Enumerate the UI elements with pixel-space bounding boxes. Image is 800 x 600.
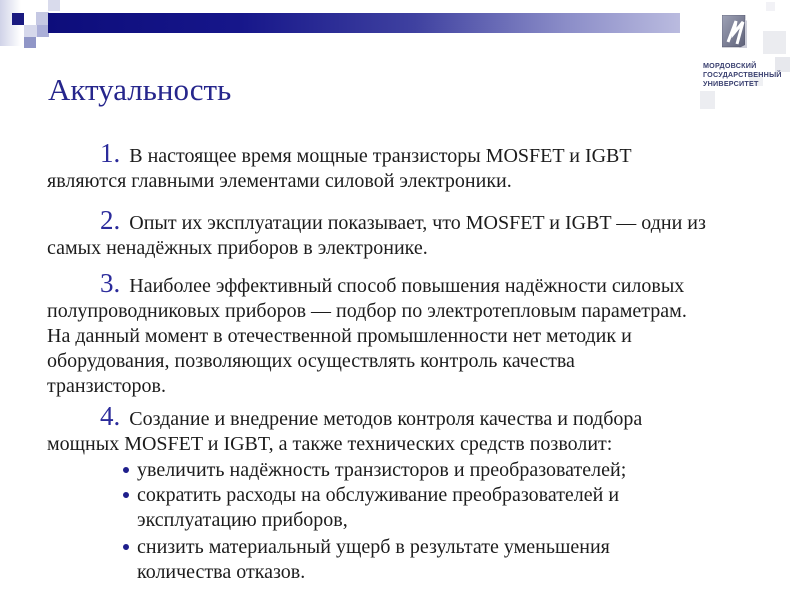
paragraph-number: 3.: [100, 268, 121, 298]
paragraph-line: транзисторов.: [47, 375, 166, 397]
decorative-square: [763, 31, 786, 54]
paragraph-2: [47, 205, 747, 261]
bullet-list: [123, 458, 747, 585]
university-name-line: УНИВЕРСИТЕТ: [703, 79, 759, 88]
bullet-icon: [123, 492, 129, 498]
decorative-square: [24, 25, 37, 37]
paragraph-text: Наиболее эффективный способ повышения надёжности силовых: [129, 275, 685, 297]
paragraph-line: [47, 138, 747, 169]
bullet-line: увеличить надёжность транзисторов и преобразователей;: [137, 459, 627, 481]
paragraph-line: На данный момент в отечественной промышленности нет методик и: [47, 325, 632, 347]
paragraph-line: [47, 268, 747, 299]
paragraph-number: 2.: [100, 205, 121, 235]
paragraph-text: Опыт их эксплуатации показывает, что MOSFET и IGBT — одни из: [129, 212, 706, 234]
bullet-line: снизить материальный ущерб в результате уменьшения: [137, 536, 610, 558]
decorative-square: [766, 2, 775, 11]
bullet-icon: [123, 544, 129, 550]
decorative-square: [24, 37, 36, 48]
paragraph-line: полупроводниковых приборов — подбор по электротепловым параметрам.: [47, 300, 687, 322]
paragraph-line: оборудования, позволяющих осуществлять контроль качества: [47, 350, 575, 372]
paragraph-number: 1.: [100, 138, 121, 168]
bullet-icon: [123, 467, 129, 473]
bullet-item: [123, 458, 747, 483]
bullet-line: эксплуатацию приборов,: [137, 509, 348, 531]
paragraph-text: В настоящее время мощные транзисторы MOSFET и IGBT: [129, 145, 632, 167]
paragraph-line: самых ненадёжных приборов в электронике.: [47, 237, 428, 259]
slide-title: Актуальность: [48, 72, 232, 107]
university-name-line: МОРДОВСКИЙ: [703, 61, 757, 70]
paragraph-text: Создание и внедрение методов контроля качества и подбора: [129, 408, 643, 430]
paragraph-number: 4.: [100, 401, 121, 431]
decorative-square: [12, 13, 24, 25]
decorative-square: [700, 91, 715, 109]
bullet-item: [123, 483, 747, 533]
university-logo: [722, 15, 747, 49]
slide-body: [47, 138, 747, 585]
paragraph-line: [47, 205, 747, 236]
paragraph-line: являются главными элементами силовой электроники.: [47, 170, 512, 192]
bullet-line: сократить расходы на обслуживание преобразователей и: [137, 484, 620, 506]
bullet-item: [123, 535, 747, 585]
paragraph-line: мощных MOSFET и IGBT, а также технических средств позволит:: [47, 433, 613, 455]
university-name-line: ГОСУДАРСТВЕННЫЙ: [703, 70, 782, 79]
university-name: [703, 61, 782, 88]
paragraph-line: [47, 401, 747, 432]
header-bar: [48, 13, 680, 33]
bullet-line: количества отказов.: [137, 561, 306, 583]
paragraph-1: [47, 138, 747, 194]
decorative-square: [48, 0, 60, 11]
paragraph-3: [47, 268, 747, 399]
lightning-bolt-icon: [722, 15, 747, 49]
paragraph-4: [47, 401, 747, 457]
